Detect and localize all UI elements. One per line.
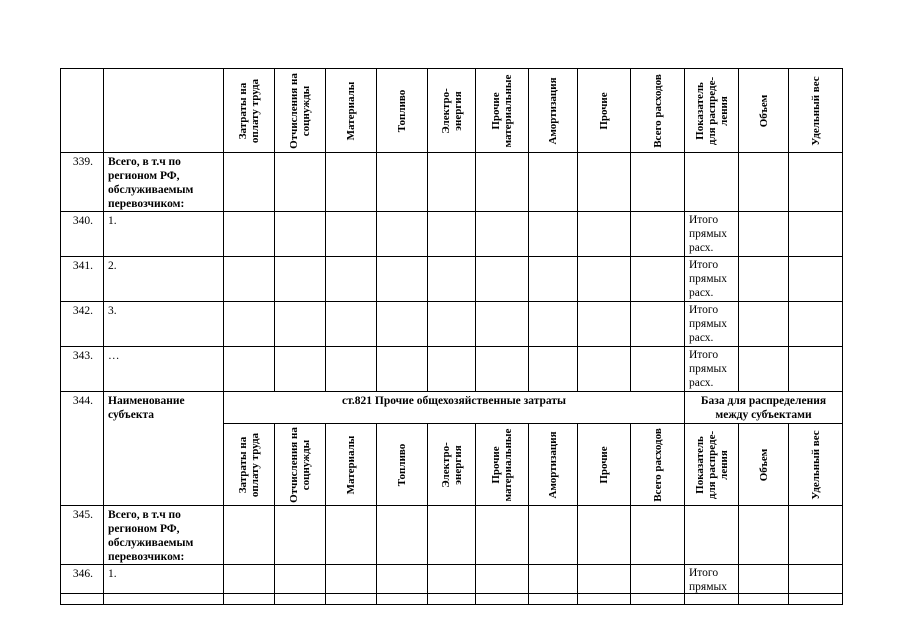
column-header-row [61, 69, 843, 153]
header-num-cell [61, 69, 104, 153]
indicator-cell: Итого прямых расх. [685, 347, 739, 392]
col-header-share: Удельный вес [789, 424, 843, 506]
table-row [61, 506, 843, 565]
col-header-materials: Материалы [326, 69, 377, 153]
table-row [61, 257, 843, 302]
row-label: 1. [104, 212, 224, 257]
col-header-share: Удельный вес [789, 69, 843, 153]
col-header-other: Прочие [578, 69, 631, 153]
row-label: 2. [104, 257, 224, 302]
cost-distribution-table [60, 68, 843, 605]
col-header-amortization: Амортизация [529, 69, 578, 153]
table-row [61, 212, 843, 257]
table-row [61, 347, 843, 392]
row-label: 1. [104, 565, 224, 605]
row-label: … [104, 347, 224, 392]
row-number: 343. [61, 347, 104, 392]
page-bottom-border [60, 593, 843, 594]
col-header-indicator: Показатель для распреде-ления [685, 69, 739, 153]
col-header-fuel: Топливо [377, 424, 428, 506]
row-label: 3. [104, 302, 224, 347]
row-number: 342. [61, 302, 104, 347]
row-label: Всего, в т.ч по регионом РФ, обслуживаемым перевозчиком: [104, 506, 224, 565]
col-header-fuel: Топливо [377, 69, 428, 153]
section-title: ст.821 Прочие общехозяйственные затраты [224, 392, 685, 424]
row-number: 346. [61, 565, 104, 605]
col-header-indicator: Показатель для распреде-ления [685, 424, 739, 506]
row-number: 345. [61, 506, 104, 565]
col-header-labor: Затраты на оплату труда [224, 424, 275, 506]
col-header-total: Всего расходов [631, 69, 685, 153]
col-header-volume: Объем [739, 69, 789, 153]
row-label: Наименование субъекта [104, 392, 224, 506]
row-number: 344. [61, 392, 104, 506]
row-label: Всего, в т.ч по регионом РФ, обслуживаемым перевозчиком: [104, 153, 224, 212]
cost-table-sheet [60, 68, 843, 605]
row-number: 340. [61, 212, 104, 257]
col-header-electricity: Электро-энергия [428, 424, 476, 506]
base-title: База для распределения между субъектами [685, 392, 843, 424]
indicator-cell: Итого прямых расх. [685, 212, 739, 257]
col-header-total: Всего расходов [631, 424, 685, 506]
indicator-cell: Итого прямых [685, 565, 739, 605]
col-header-other-materials: Прочие материальные [476, 69, 529, 153]
col-header-materials: Материалы [326, 424, 377, 506]
col-header-amortization: Амортизация [529, 424, 578, 506]
section-header-row [61, 392, 843, 424]
col-header-other-materials: Прочие материальные [476, 424, 529, 506]
indicator-cell: Итого прямых расх. [685, 257, 739, 302]
col-header-labor: Затраты на оплату труда [224, 69, 275, 153]
col-header-volume: Объем [739, 424, 789, 506]
col-header-other: Прочие [578, 424, 631, 506]
col-header-social: Отчисления на соцнужды [275, 424, 326, 506]
table-row [61, 153, 843, 212]
indicator-cell: Итого прямых расх. [685, 302, 739, 347]
col-header-social: Отчисления на соцнужды [275, 69, 326, 153]
table-row [61, 302, 843, 347]
row-number: 341. [61, 257, 104, 302]
header-name-cell [104, 69, 224, 153]
row-number: 339. [61, 153, 104, 212]
col-header-electricity: Электро-энергия [428, 69, 476, 153]
table-row [61, 565, 843, 605]
